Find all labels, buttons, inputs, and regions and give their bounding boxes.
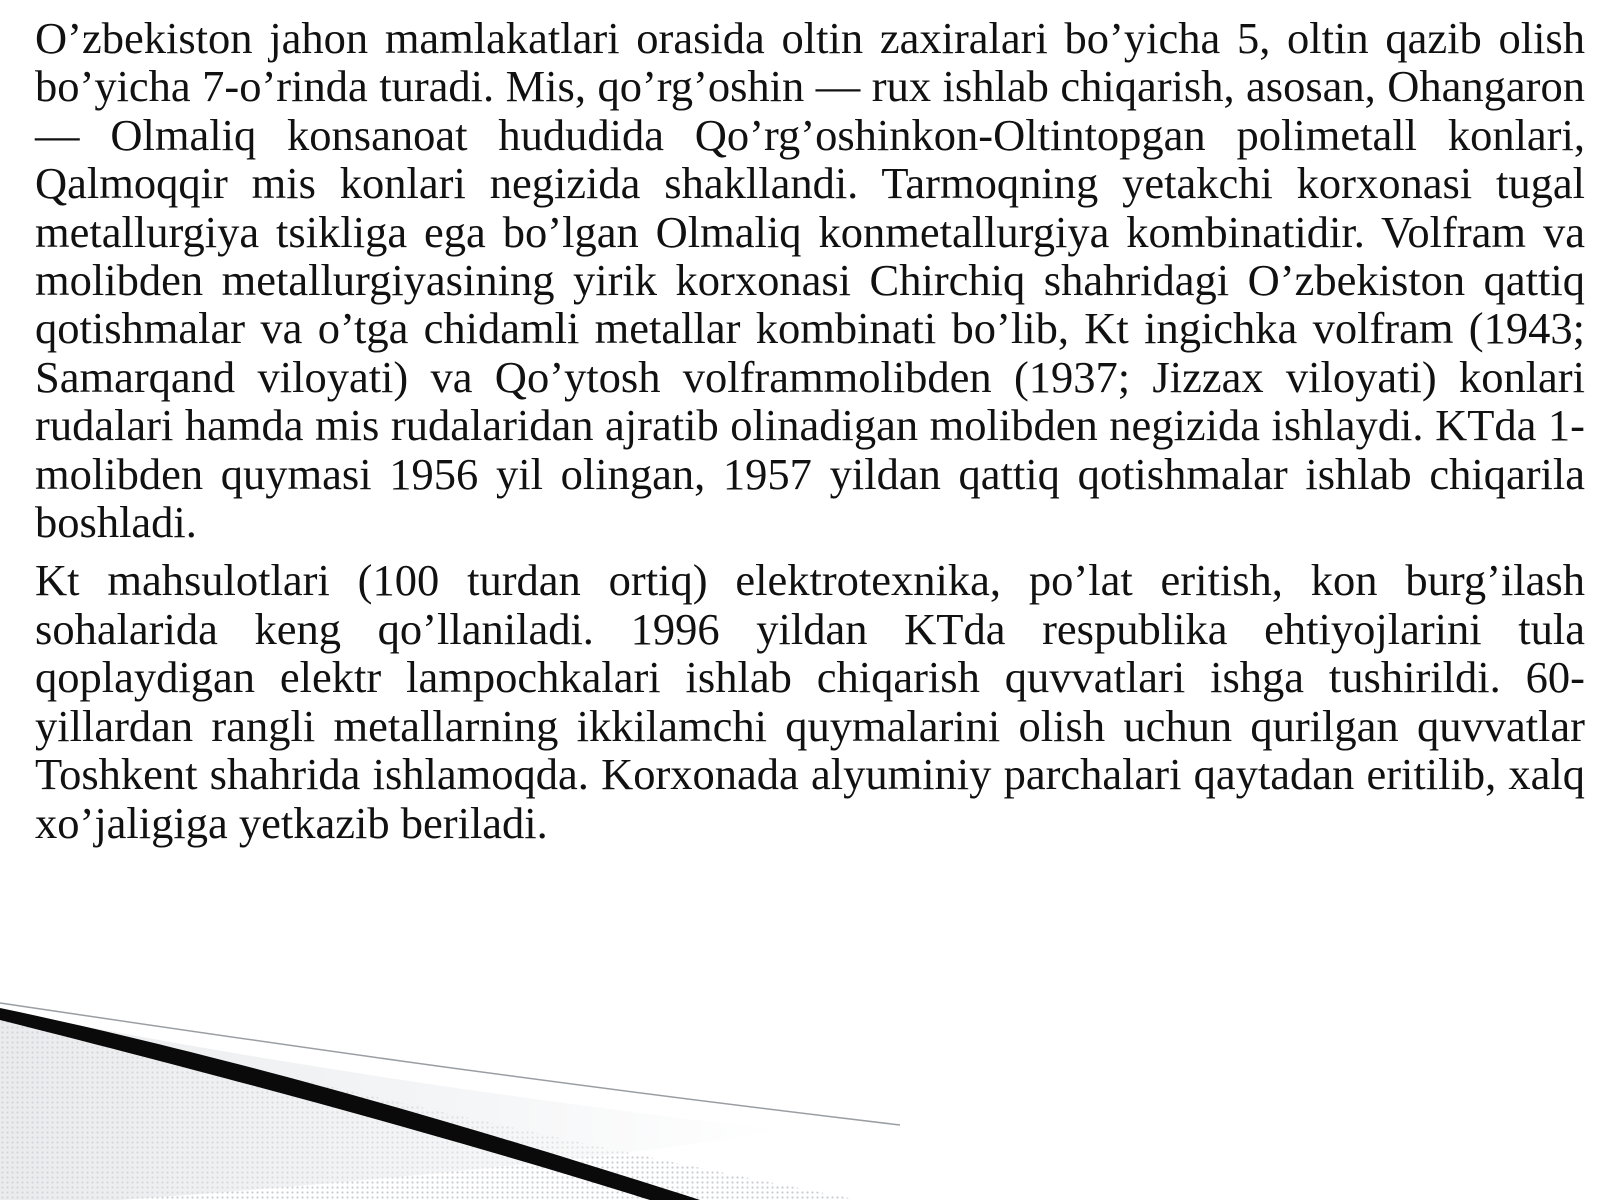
swoosh-light-wedge xyxy=(0,1010,780,1200)
swoosh-light-band xyxy=(0,1010,860,1200)
body-text xyxy=(35,14,1585,857)
swoosh-thin-line xyxy=(0,1003,900,1125)
paragraph-1: O’zbekiston jahon mamlakatlari orasida oltin zaxiralari bo’yicha 5, oltin qazib olish bo’yicha 7-o’rinda turadi. Mis, qo’rg’oshin — rux ishlab chiqarish, asosan, Ohangaron — Olmaliq konsanoat hududida Qo’rg’oshinkon-Oltintopgan polimetall konlari, Qalmoqqir mis konlari negizida shakllandi. Tarmoqning yetakchi korxonasi tugal metallurgiya tsikliga ega bo’lgan Olmaliq konmetallurgiya kombinatidir. Volfram va molibden metallurgiyasining yirik korxonasi Chirchiq shahridagi O’zbekiston qattiq qotishmalar va o’tga chidamli metallar kombinati bo’lib, Kt ingichka volfram (1943; Samarqand viloyati) va Qo’ytosh volframmolibden (1937; Jizzax viloyati) konlari rudalari hamda mis rudalaridan ajratib olinadigan molibden negizida ishlaydi. KTda 1-molibden quymasi 1956 yil olingan, 1957 yildan qattiq qotishmalar ishlab chiqarila boshladi. xyxy=(35,13,1585,548)
swoosh-dark-stroke xyxy=(0,1008,700,1200)
paragraph-2: Kt mahsulotlari (100 turdan ortiq) elektrotexnika, po’lat eritish, kon burg’ilash sohalarida keng qo’llaniladi. 1996 yildan KTda respublika ehtiyojlarini tula qoplaydigan elektr lampochkalari ishlab chiqarish quvvatlari ishga tushirildi. 60-yillardan rangli metallarning ikkilamchi quymalarini olish uchun qurilgan quvvatlar Toshkent shahrida ishlamoqda. Korxonada alyuminiy parchalari qaytadan eritilib, xalq xo’jaligiga yetkazib beriladi. xyxy=(35,555,1585,848)
